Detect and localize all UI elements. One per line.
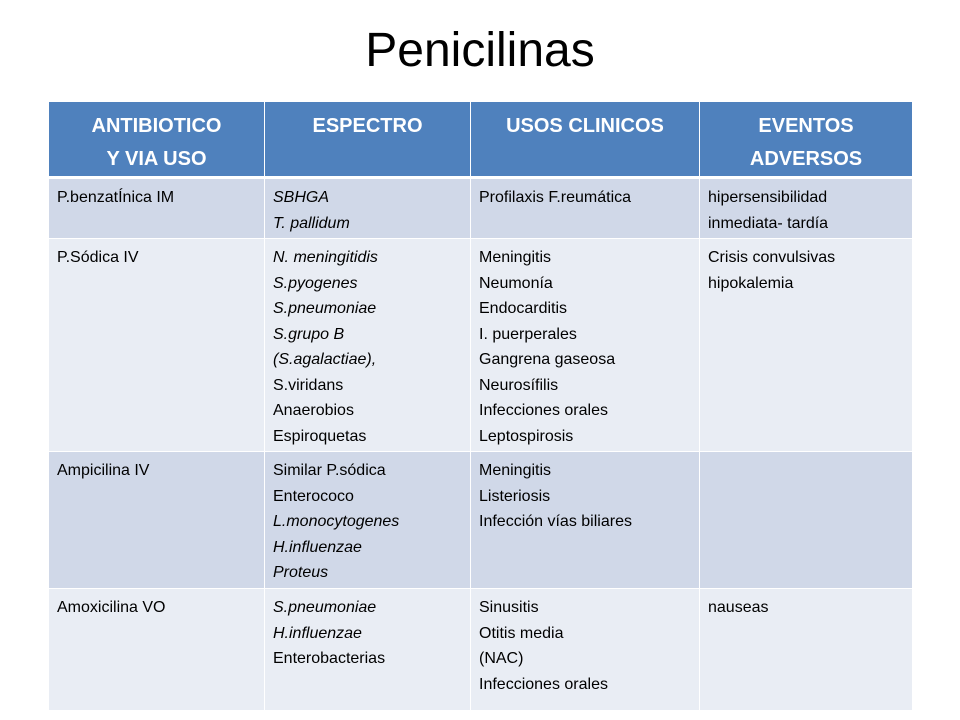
spectrum-organism: S.grupo B [273, 325, 345, 343]
cell-antibiotic [49, 589, 265, 711]
spectrum-organism: (S.agalactiae), [273, 351, 377, 368]
clinical-use: I. puerperales [479, 325, 577, 343]
clinical-use: Leptospirosis [479, 427, 574, 445]
cell-clinical-uses [471, 239, 700, 452]
cell-adverse-events [700, 589, 913, 711]
spectrum-organism: L.monocytogenes [273, 513, 400, 530]
penicillin-table [48, 102, 913, 711]
cell-clinical-uses [471, 452, 700, 589]
spectrum-organism: Similar P.sódica [273, 462, 386, 479]
cell-adverse-events [700, 452, 913, 589]
header-line: USOS CLINICOS [506, 115, 664, 137]
header-spectrum [265, 102, 471, 178]
cell-antibiotic [49, 452, 265, 589]
table-body [49, 178, 913, 711]
clinical-use: Infecciones orales [479, 402, 608, 419]
cell-antibiotic [49, 239, 265, 452]
cell-clinical-uses [471, 589, 700, 711]
spectrum-organism: SBHGA [273, 189, 330, 206]
cell-adverse-events [700, 178, 913, 239]
spectrum-organism: S.viridans [273, 376, 344, 394]
spectrum-organism: H.influenzae [273, 624, 362, 642]
cell-spectrum [265, 589, 471, 711]
header-line: Y VIA USO [106, 148, 207, 170]
adverse-event: hipersensibilidad [708, 189, 828, 206]
adverse-event: nauseas [708, 599, 769, 616]
clinical-use: Sinusitis [479, 599, 539, 616]
spectrum-organism: S.pyogenes [273, 274, 358, 292]
adverse-event: inmediata- tardía [708, 214, 829, 232]
antibiotic-name: P.benzatÍnica IM [57, 189, 175, 206]
spectrum-organism: H.influenzae [273, 538, 362, 556]
header-line: ESPECTRO [312, 115, 423, 137]
antibiotic-name: Ampicilina IV [57, 462, 150, 479]
header-adverse-events [700, 102, 913, 178]
clinical-use: Otitis media [479, 624, 564, 642]
header-antibiotic-route [49, 102, 265, 178]
table-header-row [49, 102, 913, 178]
adverse-event: hipokalemia [708, 274, 794, 292]
clinical-use: Profilaxis F.reumática [479, 189, 632, 206]
spectrum-organism: Anaerobios [273, 402, 354, 419]
clinical-use: (NAC) [479, 650, 524, 667]
spectrum-organism: Enterobacterias [273, 650, 386, 667]
clinical-use: Gangrena gaseosa [479, 351, 616, 368]
header-line: EVENTOS [758, 115, 854, 137]
cell-spectrum [265, 452, 471, 589]
cell-clinical-uses [471, 178, 700, 239]
table-row [49, 239, 913, 452]
spectrum-organism: T. pallidum [273, 214, 350, 232]
table-row [49, 452, 913, 589]
spectrum-organism: N. meningitidis [273, 249, 378, 266]
cell-spectrum [265, 178, 471, 239]
spectrum-organism: Proteus [273, 564, 329, 581]
cell-antibiotic [49, 178, 265, 239]
adverse-event: Crisis convulsivas [708, 249, 836, 266]
header-line: ANTIBIOTICO [91, 115, 222, 137]
cell-adverse-events [700, 239, 913, 452]
clinical-use: Neumonía [479, 274, 553, 292]
slide-title: Penicilinas [365, 24, 595, 77]
table-row [49, 589, 913, 711]
table-row [49, 178, 913, 239]
antibiotic-name: Amoxicilina VO [57, 599, 166, 616]
antibiotic-name: P.Sódica IV [57, 249, 139, 266]
cell-spectrum [265, 239, 471, 452]
header-line: ADVERSOS [749, 148, 863, 170]
clinical-use: Neurosífilis [479, 376, 559, 394]
clinical-use: Listeriosis [479, 487, 551, 505]
clinical-use: Meningitis [479, 462, 552, 479]
spectrum-organism: S.pneumoniae [273, 599, 377, 616]
spectrum-organism: Espiroquetas [273, 427, 367, 445]
header-clinical-uses [471, 102, 700, 178]
clinical-use: Infecciones orales [479, 675, 608, 693]
clinical-use: Endocarditis [479, 300, 568, 317]
clinical-use: Infección vías biliares [479, 513, 632, 530]
clinical-use: Meningitis [479, 249, 552, 266]
spectrum-organism: Enterococo [273, 487, 354, 505]
spectrum-organism: S.pneumoniae [273, 300, 377, 317]
